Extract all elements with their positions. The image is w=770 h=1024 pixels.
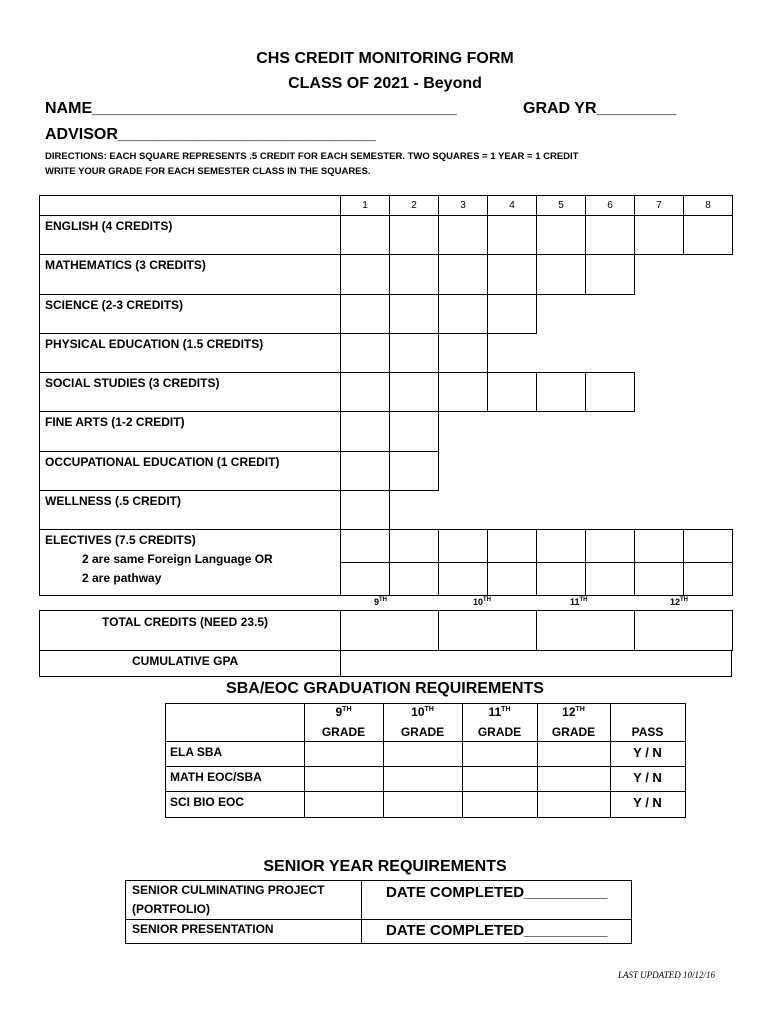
- subject-label: FINE ARTS (1-2 CREDIT): [45, 415, 185, 429]
- sba-entry-cell[interactable]: [304, 766, 384, 792]
- elective-grade-box[interactable]: [487, 529, 537, 563]
- sba-pass-value[interactable]: Y / N: [633, 795, 662, 810]
- grade-box[interactable]: [487, 294, 537, 334]
- grade-box[interactable]: [683, 215, 733, 255]
- sba-grade-number: 9: [335, 705, 343, 719]
- sba-grade-number: 10: [411, 705, 425, 719]
- grade-year-label: [374, 597, 387, 607]
- grade-box[interactable]: [634, 215, 684, 255]
- name-field[interactable]: NAME_________________________________________: [45, 100, 457, 117]
- column-header-5: [536, 195, 586, 216]
- advisor-field[interactable]: ADVISOR_____________________________: [45, 126, 376, 143]
- grade-box[interactable]: [389, 333, 439, 373]
- sba-grade-header: [383, 705, 462, 719]
- subject-label: SOCIAL STUDIES (3 CREDITS): [45, 376, 220, 390]
- column-header-8: [683, 195, 733, 216]
- sba-grade-number: 12: [562, 705, 576, 719]
- senior-portfolio-label: (PORTFOLIO): [132, 902, 210, 916]
- sba-grade-suffix: TH: [342, 706, 352, 713]
- grade-box[interactable]: [340, 372, 390, 412]
- sba-pass-header: PASS: [631, 725, 664, 739]
- column-header-4: [487, 195, 537, 216]
- grade-box[interactable]: [487, 254, 537, 295]
- sba-grade-header: [304, 705, 383, 719]
- elective-grade-box[interactable]: [389, 562, 439, 596]
- total-credits-box[interactable]: [536, 610, 635, 651]
- project-date-completed[interactable]: DATE COMPLETED__________: [386, 884, 608, 901]
- grade-box[interactable]: [585, 372, 635, 412]
- grade-number: 12: [670, 597, 681, 607]
- sba-entry-cell[interactable]: [537, 791, 611, 818]
- total-credits-box[interactable]: [634, 610, 733, 651]
- grade-box[interactable]: [389, 254, 439, 295]
- subject-label: ENGLISH (4 CREDITS): [45, 219, 173, 233]
- grade-box[interactable]: [487, 215, 537, 255]
- form-subtitle: CLASS OF 2021 - Beyond: [288, 75, 482, 92]
- electives-note-2: 2 are pathway: [82, 571, 162, 585]
- grade-year-label: [670, 597, 688, 607]
- elective-grade-box[interactable]: [683, 562, 733, 596]
- table-header-label-cell: [39, 195, 341, 216]
- grade-year-label: [473, 597, 491, 607]
- directions-line-1: DIRECTIONS: EACH SQUARE REPRESENTS .5 CREDIT FOR EACH SEMESTER. TWO SQUARES = 1 YEAR = 1 CREDIT: [45, 151, 579, 162]
- grade-box[interactable]: [340, 254, 390, 295]
- senior-project-label: SENIOR CULMINATING PROJECT: [132, 883, 325, 897]
- column-number: 4: [509, 200, 515, 211]
- elective-grade-box[interactable]: [536, 529, 586, 563]
- elective-grade-box[interactable]: [340, 562, 390, 596]
- grade-box[interactable]: [340, 294, 390, 334]
- grade-suffix: TH: [579, 597, 588, 603]
- grade-box[interactable]: [585, 254, 635, 295]
- grade-box[interactable]: [340, 490, 390, 530]
- grade-box[interactable]: [438, 294, 488, 334]
- column-header-2: [389, 195, 439, 216]
- sba-entry-cell[interactable]: [383, 741, 463, 767]
- grade-box[interactable]: [536, 372, 586, 412]
- subject-label: PHYSICAL EDUCATION (1.5 CREDITS): [45, 337, 264, 351]
- elective-grade-box[interactable]: [683, 529, 733, 563]
- grade-suffix: TH: [379, 597, 388, 603]
- sba-grade-word: GRADE: [551, 725, 596, 739]
- grade-box[interactable]: [389, 411, 439, 452]
- elective-grade-box[interactable]: [438, 529, 488, 563]
- column-number: 7: [656, 200, 662, 211]
- directions-line-2: WRITE YOUR GRADE FOR EACH SEMESTER CLASS IN THE SQUARES.: [45, 166, 371, 177]
- grade-box[interactable]: [536, 215, 586, 255]
- column-header-7: [634, 195, 684, 216]
- sba-entry-cell[interactable]: [383, 791, 463, 818]
- sba-entry-cell[interactable]: [537, 766, 611, 792]
- sba-pass-value[interactable]: Y / N: [633, 745, 662, 760]
- total-credits-label: TOTAL CREDITS (NEED 23.5): [102, 615, 269, 629]
- grade-number: 9: [374, 597, 380, 607]
- grad-yr-field[interactable]: GRAD YR_________: [523, 100, 677, 117]
- grade-box[interactable]: [438, 333, 488, 373]
- elective-grade-box[interactable]: [340, 529, 390, 563]
- elective-grade-box[interactable]: [487, 562, 537, 596]
- subject-label: WELLNESS (.5 CREDIT): [45, 494, 182, 508]
- column-number: 3: [460, 200, 466, 211]
- grade-box[interactable]: [438, 372, 488, 412]
- sba-entry-cell[interactable]: [383, 766, 463, 792]
- elective-grade-box[interactable]: [634, 562, 684, 596]
- grade-box[interactable]: [340, 333, 390, 373]
- elective-grade-box[interactable]: [585, 529, 635, 563]
- sba-entry-cell[interactable]: [537, 741, 611, 767]
- sba-grade-suffix: TH: [575, 706, 585, 713]
- sba-entry-cell[interactable]: [462, 766, 538, 792]
- subject-label: SCIENCE (2-3 CREDITS): [45, 298, 184, 312]
- grade-suffix: TH: [483, 597, 492, 603]
- sba-grade-word: GRADE: [477, 725, 522, 739]
- column-number: 1: [362, 200, 368, 211]
- sba-entry-cell[interactable]: [462, 791, 538, 818]
- presentation-date-completed[interactable]: DATE COMPLETED__________: [386, 922, 608, 939]
- form-title: CHS CREDIT MONITORING FORM: [256, 50, 514, 67]
- sba-grade-word: GRADE: [321, 725, 366, 739]
- grade-box[interactable]: [340, 215, 390, 255]
- grade-box[interactable]: [389, 294, 439, 334]
- gpa-label: CUMULATIVE GPA: [132, 654, 239, 668]
- electives-note-1: 2 are same Foreign Language OR: [82, 552, 273, 566]
- sba-row-label: ELA SBA: [170, 745, 223, 759]
- sba-grade-word: GRADE: [400, 725, 445, 739]
- sba-header-cell: [165, 703, 305, 742]
- grade-box[interactable]: [438, 254, 488, 295]
- sba-pass-value[interactable]: Y / N: [633, 770, 662, 785]
- sba-grade-header: [537, 705, 610, 719]
- sba-row-label: MATH EOC/SBA: [170, 770, 262, 784]
- electives-label: ELECTIVES (7.5 CREDITS): [45, 533, 196, 547]
- last-updated: LAST UPDATED 10/12/16: [618, 970, 716, 980]
- column-number: 6: [607, 200, 613, 211]
- subject-label: MATHEMATICS (3 CREDITS): [45, 258, 206, 272]
- grade-box[interactable]: [585, 215, 635, 255]
- sba-entry-cell[interactable]: [462, 741, 538, 767]
- elective-grade-box[interactable]: [634, 529, 684, 563]
- sba-grade-suffix: TH: [424, 706, 434, 713]
- elective-grade-box[interactable]: [438, 562, 488, 596]
- grade-year-label: [570, 597, 588, 607]
- sba-grade-number: 11: [488, 705, 502, 719]
- column-number: 2: [411, 200, 417, 211]
- grade-box[interactable]: [340, 411, 390, 452]
- sba-entry-cell[interactable]: [304, 741, 384, 767]
- grade-box[interactable]: [389, 215, 439, 255]
- subject-label: OCCUPATIONAL EDUCATION (1 CREDIT): [45, 455, 280, 469]
- sba-entry-cell[interactable]: [304, 791, 384, 818]
- elective-grade-box[interactable]: [585, 562, 635, 596]
- sba-title: SBA/EOC GRADUATION REQUIREMENTS: [226, 680, 544, 697]
- sba-row-label: SCI BIO EOC: [170, 795, 245, 809]
- total-credits-box[interactable]: [438, 610, 537, 651]
- sba-grade-suffix: TH: [501, 706, 511, 713]
- grade-number: 11: [570, 597, 580, 607]
- gpa-box[interactable]: [340, 650, 732, 677]
- column-header-1: [340, 195, 390, 216]
- column-number: 8: [705, 200, 711, 211]
- senior-title: SENIOR YEAR REQUIREMENTS: [263, 858, 507, 875]
- total-credits-box[interactable]: [340, 610, 439, 651]
- grade-number: 10: [473, 597, 484, 607]
- column-header-3: [438, 195, 488, 216]
- column-header-6: [585, 195, 635, 216]
- sba-grade-header: [462, 705, 537, 719]
- grade-suffix: TH: [680, 597, 689, 603]
- elective-grade-box[interactable]: [536, 562, 586, 596]
- grade-box[interactable]: [389, 372, 439, 412]
- senior-presentation-label: SENIOR PRESENTATION: [132, 922, 274, 936]
- grade-box[interactable]: [340, 451, 390, 491]
- column-number: 5: [558, 200, 564, 211]
- grade-box[interactable]: [389, 451, 439, 491]
- elective-grade-box[interactable]: [389, 529, 439, 563]
- grade-box[interactable]: [536, 254, 586, 295]
- grade-box[interactable]: [487, 372, 537, 412]
- grade-box[interactable]: [438, 215, 488, 255]
